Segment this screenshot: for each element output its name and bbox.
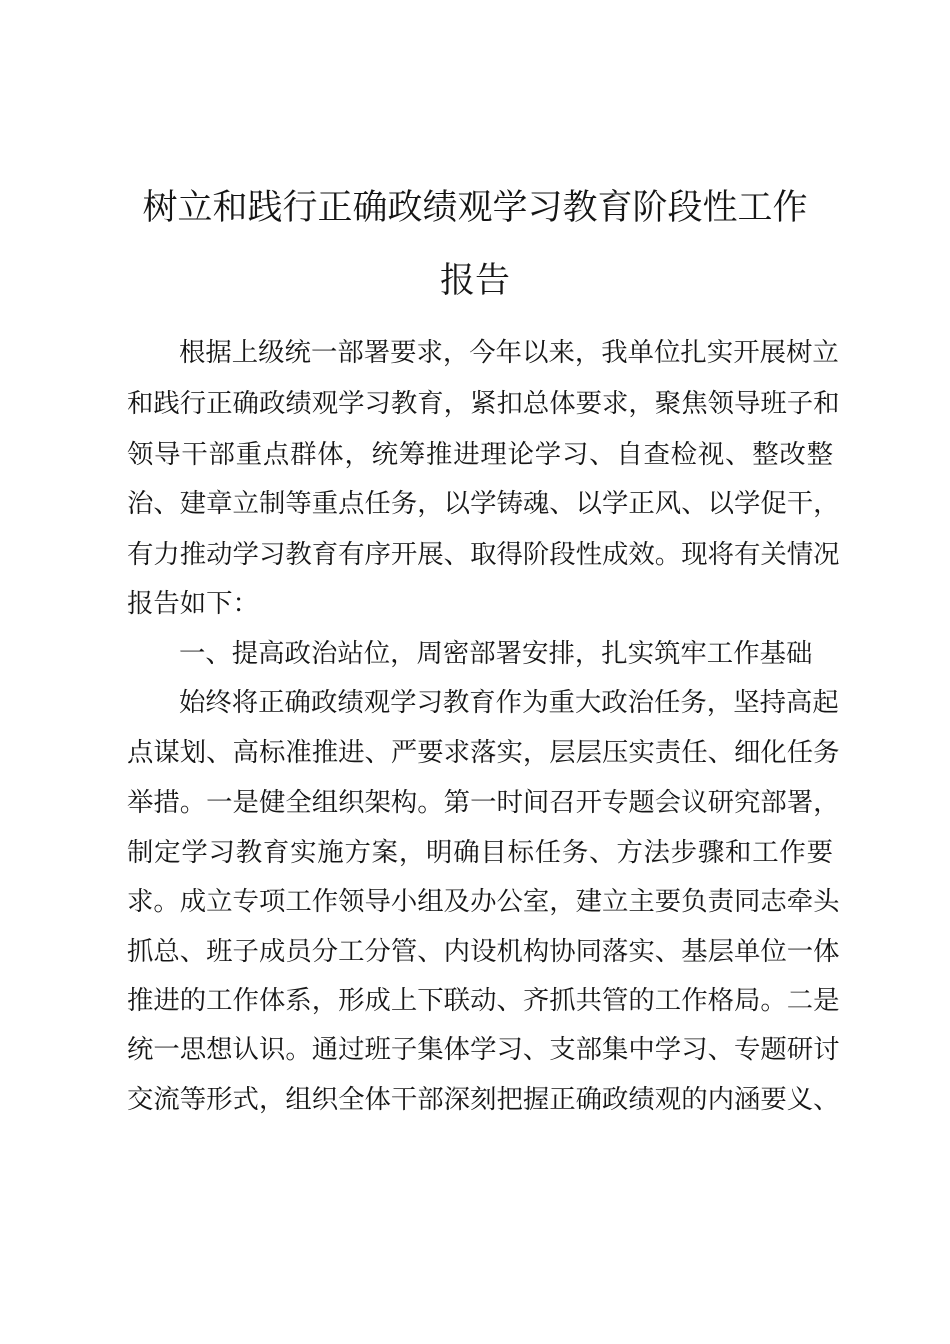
paragraph-2-line: 统一思想认识。通过班子集体学习、支部集中学习、专题研讨 bbox=[127, 1034, 840, 1065]
paragraph-2-line: 交流等形式，组织全体干部深刻把握正确政绩观的内涵要义、 bbox=[127, 1084, 840, 1115]
document-title-line-2: 报告 bbox=[439, 261, 510, 301]
paragraph-1-line: 根据上级统一部署要求，今年以来，我单位扎实开展树立 bbox=[179, 337, 839, 368]
paragraph-2-line: 举措。一是健全组织架构。第一时间召开专题会议研究部署， bbox=[127, 787, 840, 818]
paragraph-2-line: 抓总、班子成员分工分管、内设机构协同落实、基层单位一体 bbox=[127, 936, 840, 967]
paragraph-1-line: 治、建章立制等重点任务，以学铸魂、以学正风、以学促干， bbox=[127, 488, 840, 519]
paragraph-1-line: 和践行正确政绩观学习教育，紧扣总体要求，聚焦领导班子和 bbox=[127, 388, 840, 419]
paragraph-2-line: 点谋划、高标准推进、严要求落实，层层压实责任、细化任务 bbox=[127, 737, 840, 768]
section-heading: 一、提高政治站位，周密部署安排，扎实筑牢工作基础 bbox=[179, 638, 813, 669]
paragraph-1-line: 有力推动学习教育有序开展、取得阶段性成效。现将有关情况 bbox=[127, 539, 840, 570]
paragraph-1-line: 领导干部重点群体，统筹推进理论学习、自查检视、整改整 bbox=[127, 439, 833, 470]
document-title-line-1: 树立和践行正确政绩观学习教育阶段性工作 bbox=[142, 188, 808, 228]
paragraph-2-line: 始终将正确政绩观学习教育作为重大政治任务，坚持高起 bbox=[179, 687, 839, 718]
paragraph-2-line: 推进的工作体系，形成上下联动、齐抓共管的工作格局。二是 bbox=[127, 985, 840, 1016]
paragraph-2-line: 求。成立专项工作领导小组及办公室，建立主要负责同志牵头 bbox=[127, 886, 840, 917]
paragraph-2-line: 制定学习教育实施方案，明确目标任务、方法步骤和工作要 bbox=[127, 837, 833, 868]
paragraph-1-line: 报告如下： bbox=[127, 588, 259, 619]
